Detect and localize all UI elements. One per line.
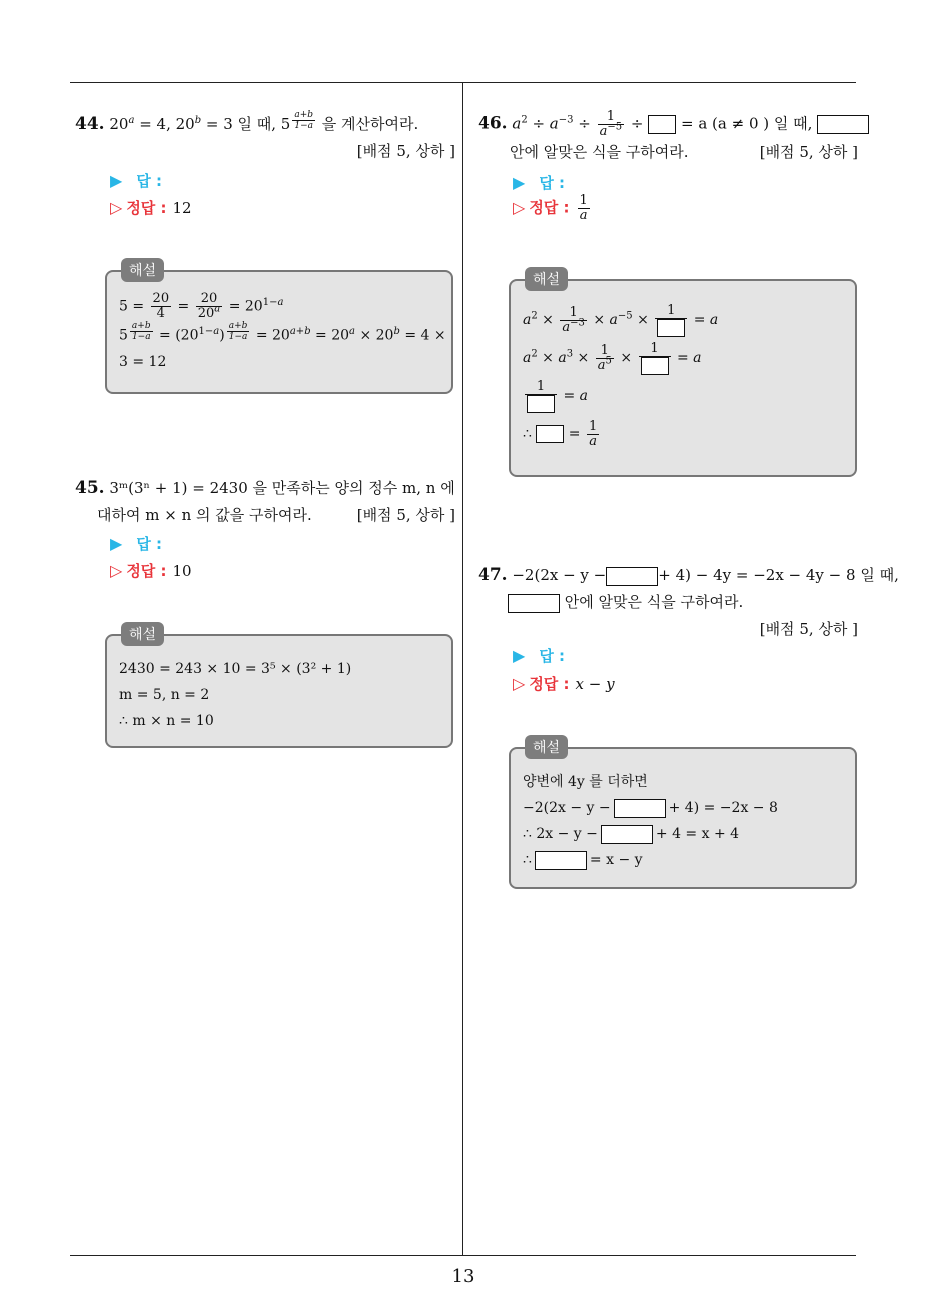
problem-46-explanation: 해설 $a^2$ × $\frac{1}{a^{-3}}$ × $a^{-5}$ × 1 = a $a^2 \times a^3$ × $\frac{1}{a^5}$ × 1 = a 1 = a ∴ = $\frac{1}{a}$ bbox=[509, 279, 857, 477]
problem-44-statement: 44. $20^a = 4$, $20^b = 3$ 일 때, 5 $^{\frac{a+b}{1-a}}$ 을 계산하여라. bbox=[75, 110, 419, 134]
explanation-tag: 해설 bbox=[121, 622, 164, 646]
explanation-tag: 해설 bbox=[525, 267, 568, 291]
problem-47-answer[interactable]: ▶ 답 : bbox=[513, 646, 566, 665]
problem-45-answer[interactable]: ▶ 답 : bbox=[110, 534, 163, 553]
problem-46-line2: 안에 알맞은 식을 구하여라. bbox=[510, 143, 689, 161]
problem-46-number: 46. bbox=[478, 113, 508, 134]
page-number: 13 bbox=[451, 1266, 475, 1287]
problem-46-answer[interactable]: ▶ 답 : bbox=[513, 173, 566, 192]
problem-44 bbox=[75, 110, 455, 165]
column-divider bbox=[462, 82, 463, 1255]
problem-45-number: 45. bbox=[75, 478, 105, 498]
problem-47-score: [배점 5, 상하 ] bbox=[759, 620, 858, 638]
play-triangle-icon: ▶ bbox=[513, 173, 526, 192]
answer-blank[interactable] bbox=[648, 115, 676, 134]
outline-triangle-icon: ▷ bbox=[513, 197, 526, 217]
problem-45-line1: 3ᵐ(3ⁿ + 1) = 2430 을 만족하는 양의 정수 m, n 에 bbox=[109, 479, 455, 497]
problem-46-correct: ▷ 정답 : $\frac{1}{a}$ bbox=[513, 193, 588, 223]
problem-44-score: [배점 5, 상하 ] bbox=[356, 142, 455, 160]
problem-47-line2: 안에 알맞은 식을 구하여라. bbox=[564, 593, 744, 611]
problem-44-answer[interactable]: ▶ 답 : bbox=[110, 171, 163, 190]
play-triangle-icon: ▶ bbox=[110, 171, 123, 190]
problem-46: 46. $a^2 \div a^{-3}$ ÷ $\frac{1}{a^{-5}}$ ÷ = a (a ≠ 0 ) 일 때, 안에 알맞은 식을 구하여라. [배점 5, 상하 ] bbox=[478, 110, 858, 166]
problem-47: 47. −2(2x − y − + 4) − 4y = −2x − 4y − 8 일 때, 안에 알맞은 식을 구하여라. [배점 5, 상하 ] bbox=[478, 562, 858, 643]
answer-blank[interactable] bbox=[508, 594, 560, 613]
problem-45-correct: ▷ 정답 : 10 bbox=[110, 561, 192, 580]
outline-triangle-icon: ▷ bbox=[513, 674, 526, 693]
problem-47-number: 47. bbox=[478, 565, 508, 585]
problem-45 bbox=[75, 475, 455, 529]
problem-44-number: 44. bbox=[75, 114, 105, 134]
top-rule bbox=[70, 82, 856, 83]
outline-triangle-icon: ▷ bbox=[110, 198, 123, 217]
problem-45-score: [배점 5, 상하 ] bbox=[356, 506, 455, 524]
problem-46-score: [배점 5, 상하 ] bbox=[759, 143, 858, 161]
problem-47-explanation: 해설 양변에 4y 를 더하면 −2(2x − y − + 4) = −2x − 8 ∴ 2x − y − + 4 = x + 4 ∴ = x − y bbox=[509, 747, 857, 889]
problem-44-correct: ▷ 정답 : 12 bbox=[110, 198, 192, 217]
answer-blank[interactable] bbox=[606, 567, 658, 586]
problem-47-correct: ▷ 정답 : x − y bbox=[513, 674, 615, 693]
play-triangle-icon: ▶ bbox=[110, 534, 123, 553]
outline-triangle-icon: ▷ bbox=[110, 561, 123, 580]
explanation-tag: 해설 bbox=[525, 735, 568, 759]
explanation-tag: 해설 bbox=[121, 258, 164, 282]
problem-45-line2: 대하여 m × n 의 값을 구하여라. bbox=[97, 506, 312, 524]
play-triangle-icon: ▶ bbox=[513, 646, 526, 665]
problem-44-explanation: 해설 5 = $\frac{20}{4}$ = $\frac{20}{20^a}$ = $20^{1-a}$ 5 $^{\frac{a+b}{1-a}}$ = $(20^{1-a})$ $^{\frac{a+b}{1-a}}$ = $20^{a+b} = 20^a \times 20^b = 4$ × 3 = 12 bbox=[105, 270, 453, 394]
bottom-rule bbox=[70, 1255, 856, 1256]
answer-blank[interactable] bbox=[817, 115, 869, 134]
problem-45-explanation: 해설 2430 = 243 × 10 = 3⁵ × (3² + 1) m = 5, n = 2 ∴ m × n = 10 bbox=[105, 634, 453, 748]
